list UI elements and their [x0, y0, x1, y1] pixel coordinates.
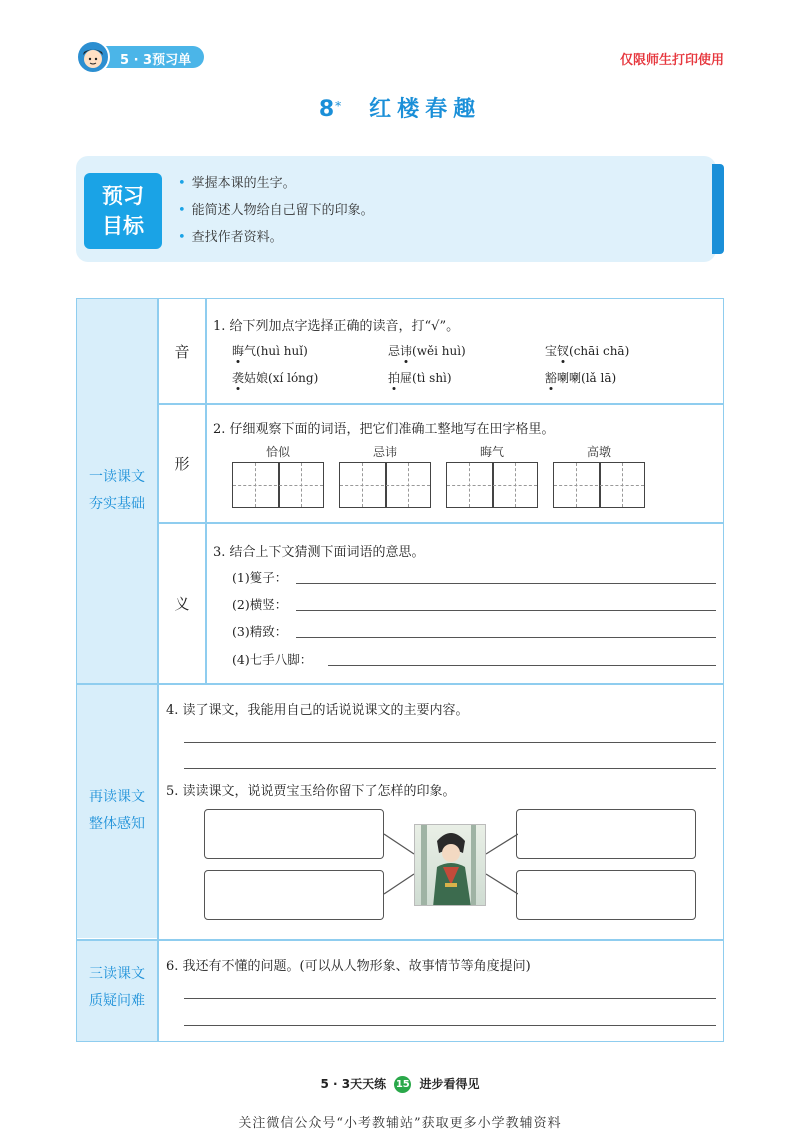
answer-line[interactable]: [184, 742, 716, 743]
page-number: 15: [394, 1076, 411, 1093]
grid-word: 晦气: [479, 445, 504, 459]
lesson-number: 8: [318, 97, 335, 122]
q3-item: (3)精致：: [232, 624, 288, 639]
q5-prompt: 5. 读读课文，说说贾宝玉给你留下了怎样的印象。: [166, 784, 456, 799]
q3-item: (4)七手八脚：: [232, 652, 313, 667]
answer-line[interactable]: [184, 768, 716, 769]
series-badge: [76, 40, 206, 74]
goal-item: • 查找作者资料。: [178, 230, 283, 245]
print-notice: 仅限师生打印使用: [619, 53, 724, 68]
q1-prompt: 1. 给下列加点字选择正确的读音，打“√”。: [213, 319, 460, 334]
goal-item: • 掌握本课的生字。: [178, 176, 296, 191]
exercise-table: [76, 298, 724, 1042]
page-footer: [0, 1075, 800, 1093]
category-sound: 音: [174, 343, 190, 361]
q3-item: (2)横竖：: [232, 597, 288, 612]
tian-grid-box[interactable]: [232, 462, 324, 508]
lesson-asterisk: *: [335, 98, 342, 113]
grid-word: 恰似: [265, 445, 290, 459]
answer-line[interactable]: [296, 610, 716, 611]
goals-side-tab: [712, 164, 724, 254]
pinyin-item[interactable]: 宝钗(chāi chā): [545, 344, 630, 358]
answer-line[interactable]: [184, 1025, 716, 1026]
pinyin-item[interactable]: 忌讳(wěi huì): [388, 344, 466, 358]
footer-series: 5 · 3天天练: [320, 1077, 387, 1091]
badge-pill: [94, 46, 204, 68]
tian-grid-box[interactable]: [339, 462, 431, 508]
pinyin-item[interactable]: 拍屉(tì shì): [388, 371, 452, 385]
goal-item: • 能简述人物给自己留下的印象。: [178, 203, 374, 218]
pinyin-item[interactable]: 袭姑娘(xí lóng): [232, 371, 319, 385]
tian-grid-box[interactable]: [553, 462, 645, 508]
section-label-1: 一读课文 夯实基础: [89, 469, 145, 512]
q3-item: (1)篗子：: [232, 570, 288, 585]
q6-prompt: 6. 我还有不懂的问题。(可以从人物形象、故事情节等角度提问): [166, 959, 531, 974]
q4-prompt: 4. 读了课文，我能用自己的话说说课文的主要内容。: [166, 703, 469, 718]
q2-prompt: 2. 仔细观察下面的词语，把它们准确工整地写在田字格里。: [213, 422, 555, 437]
goals-label-line2: 目标: [102, 214, 144, 238]
impression-box[interactable]: [204, 870, 384, 920]
category-form: 形: [174, 455, 190, 473]
preview-goals-label: [84, 173, 162, 249]
answer-line[interactable]: [328, 665, 716, 666]
mascot-avatar-icon: [76, 40, 110, 74]
impression-box[interactable]: [516, 809, 696, 859]
bottom-promo-text: 关注微信公众号“小考教辅站”获取更多小学教辅资料: [238, 1116, 562, 1131]
preview-goals-panel: [76, 156, 716, 262]
section-label-2: 再读课文 整体感知: [89, 789, 145, 832]
goals-list: [178, 170, 374, 251]
answer-line[interactable]: [184, 998, 716, 999]
impression-box[interactable]: [516, 870, 696, 920]
answer-line[interactable]: [296, 637, 716, 638]
lesson-title: 红楼春趣: [369, 97, 482, 122]
grid-word: 忌讳: [372, 445, 397, 459]
badge-text: 5 · 3预习单: [120, 53, 192, 68]
pinyin-item[interactable]: 豁喇喇(lǎ lā): [545, 371, 617, 385]
section-label-3: 三读课文 质疑问难: [89, 966, 145, 1009]
grid-word: 高墩: [586, 445, 611, 459]
tian-grid-box[interactable]: [446, 462, 538, 508]
goals-label-line1: 预习: [102, 184, 144, 208]
q3-prompt: 3. 结合上下文猜测下面词语的意思。: [213, 545, 425, 560]
category-meaning: 义: [174, 595, 190, 613]
pinyin-item[interactable]: 晦气(huì huǐ): [232, 344, 308, 358]
footer-slogan: 进步看得见: [419, 1077, 480, 1091]
jia-baoyu-illustration: [414, 824, 486, 906]
impression-box[interactable]: [204, 809, 384, 859]
answer-line[interactable]: [296, 583, 716, 584]
lesson-heading: [0, 92, 800, 126]
